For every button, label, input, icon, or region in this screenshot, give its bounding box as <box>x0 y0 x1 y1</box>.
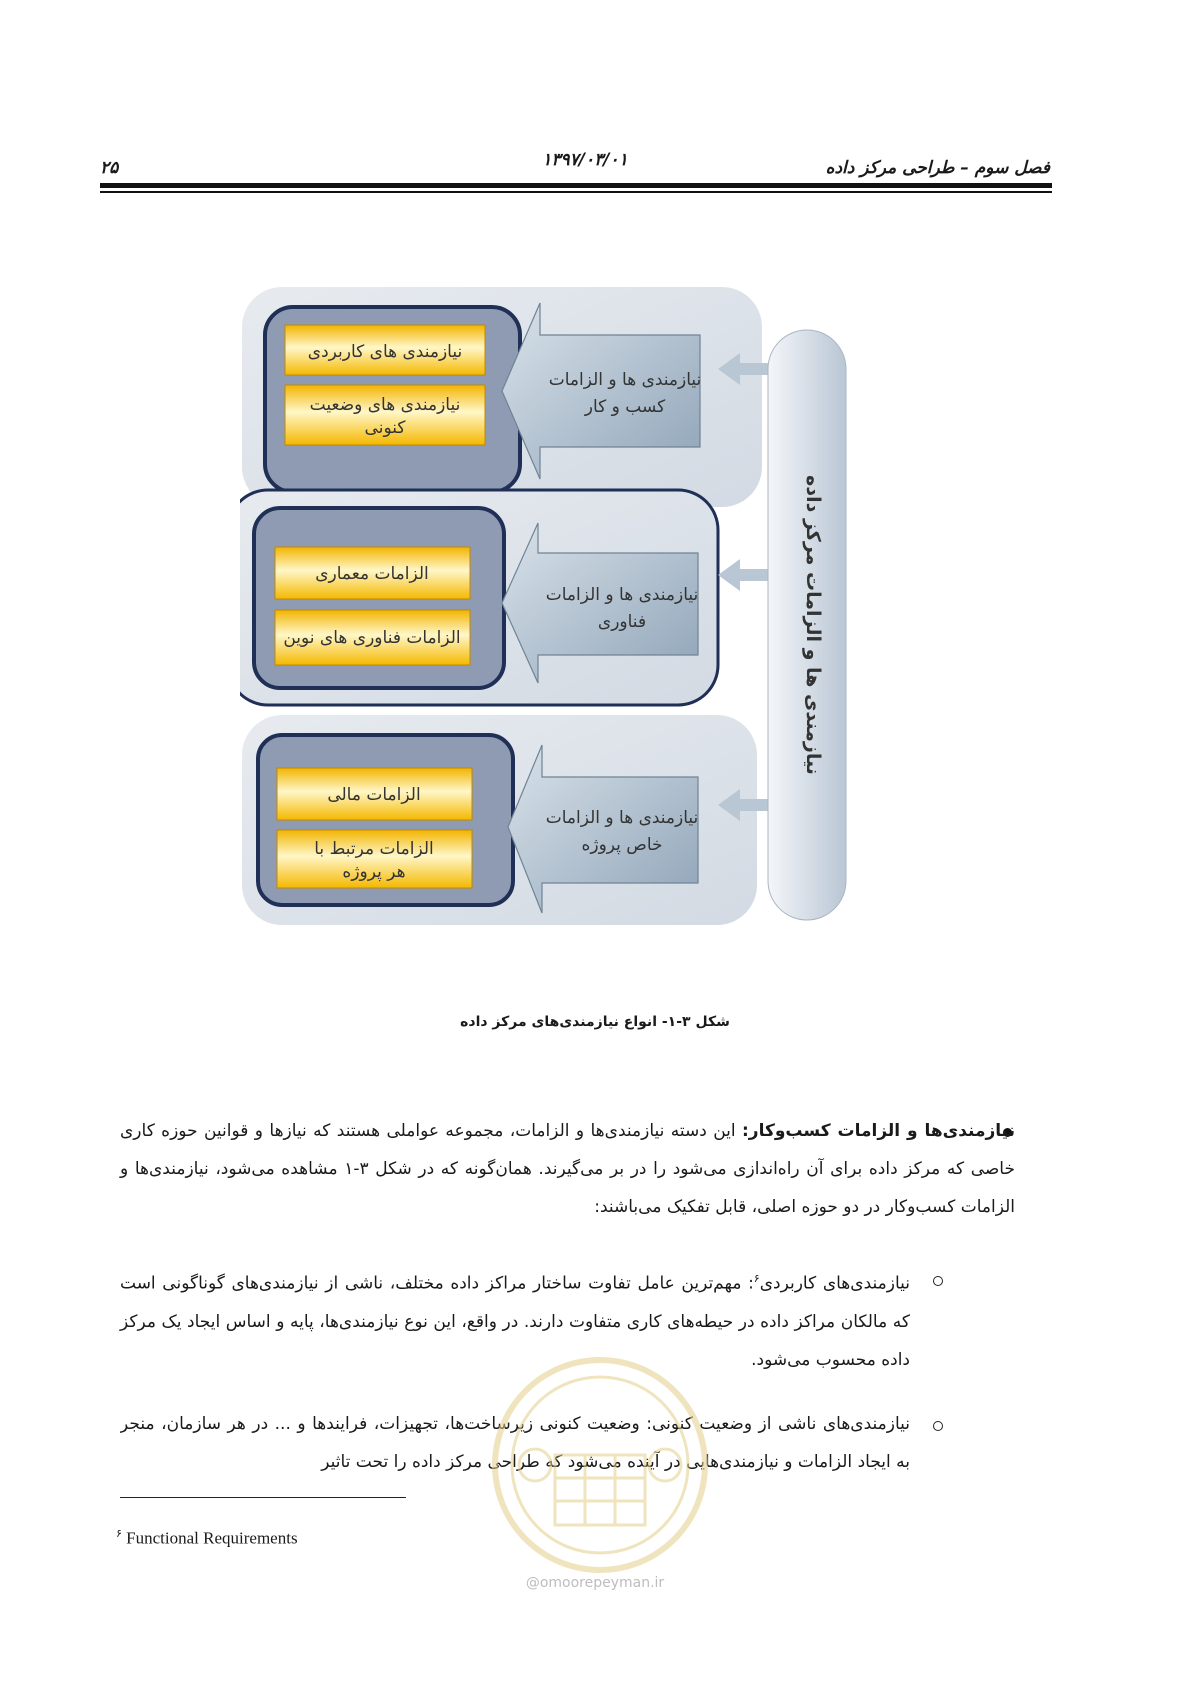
item-project-requirements-line2: هر پروژه <box>342 862 406 882</box>
item-architecture-requirements: الزامات معماری <box>315 564 429 584</box>
footnote-marker: ۶ <box>116 1528 122 1540</box>
paragraph-text: این دسته نیازمندی‌ها و الزامات، مجموعه عواملی هستند که نیازها و قوانین حوزه کاری خاصی که مرکز داده برای آن راه‌اندازی می‌شود را در بر می‌گیرند. همان‌گونه که در شکل ۳-۱ مشاهده می‌شود، نیازمندی‌ها و الزامات کسب‌وکار در دو حوزه اصلی، قابل تفکیک می‌باشند: <box>120 1121 1015 1217</box>
arrow-label-technology-line1: نیازمندی ها و الزامات <box>545 585 699 605</box>
item-new-technology-requirements: الزامات فناوری های نوین <box>283 628 461 648</box>
group-business <box>242 287 770 507</box>
footnote-rule <box>120 1497 406 1498</box>
item-functional-requirements: نیازمندی های کاربردی <box>307 342 463 362</box>
running-header-date: ۱۳۹۷/۰۳/۰۱ <box>542 150 628 170</box>
item-project-requirements-line1: الزامات مرتبط با <box>314 839 434 859</box>
paragraph-lead-term: نیازمندی‌ها و الزامات کسب‌وکار: <box>742 1121 1016 1141</box>
footnote <box>116 1527 516 1549</box>
sub-bullet-circle <box>933 1276 943 1286</box>
arrow-label-project-line2: خاص پروژه <box>581 835 663 855</box>
arrow-label-business-line1: نیازمندی ها و الزامات <box>548 370 702 390</box>
requirements-diagram <box>240 285 960 1005</box>
item-current-state-line1: نیازمندی های وضعیت <box>309 395 461 415</box>
watermark-seal-icon <box>480 1345 720 1585</box>
sub-item-text: : مهم‌ترین عامل تفاوت ساختار مراکز داده مختلف، ناشی از نیازمندی‌های گوناگونی است که مالکان مراکز داده در حیطه‌های کاری متفاوت دارند. در واقع، این نوع نیازمندی‌ها، پایه و اساس ایجاد یک مرکز داده محسوب می‌شود. <box>120 1273 910 1370</box>
figure-caption: شکل ۳-۱- انواع نیازمندی‌های مرکز داده <box>460 1014 730 1030</box>
business-requirements-paragraph <box>120 1112 1015 1226</box>
datacenter-requirements-bar <box>768 330 846 920</box>
item-financial-requirements: الزامات مالی <box>327 785 421 805</box>
header-rule-thin <box>100 191 1052 193</box>
item-current-state-line2: کنونی <box>364 418 406 438</box>
footnote-text: Functional Requirements <box>121 1528 298 1548</box>
header-rule-thick <box>100 183 1052 188</box>
side-bar-label: نیازمندی ها و الزامات مرکز داده <box>802 475 824 775</box>
sub-bullet-circle <box>933 1421 943 1431</box>
footnote-ref: ۶ <box>753 1272 760 1285</box>
arrow-label-project-line1: نیازمندی ها و الزامات <box>545 808 699 828</box>
sub-item-text: نیازمندی‌های ناشی از وضعیت کنونی: وضعیت کنونی زیرساخت‌ها، تجهیزات، فرایندها و ... در هر سازمان، منجر به ایجاد الزامات و نیازمندی‌هایی در آینده می‌شود که طراحی مرکز داده را تحت تاثیر <box>120 1414 910 1472</box>
page-number: ۲۵ <box>100 158 119 178</box>
arrow-label-technology-line2: فناوری <box>597 612 647 632</box>
arrow-label-business-line2: کسب و کار <box>584 397 666 417</box>
group-project-specific <box>242 715 770 925</box>
watermark-site: @omoorepeyman.ir <box>525 1575 665 1591</box>
running-header-chapter: فصل سوم – طراحی مرکز داده <box>825 158 1050 178</box>
group-technology <box>240 490 770 705</box>
sub-item-term: نیازمندی‌های کاربردی <box>759 1273 910 1294</box>
